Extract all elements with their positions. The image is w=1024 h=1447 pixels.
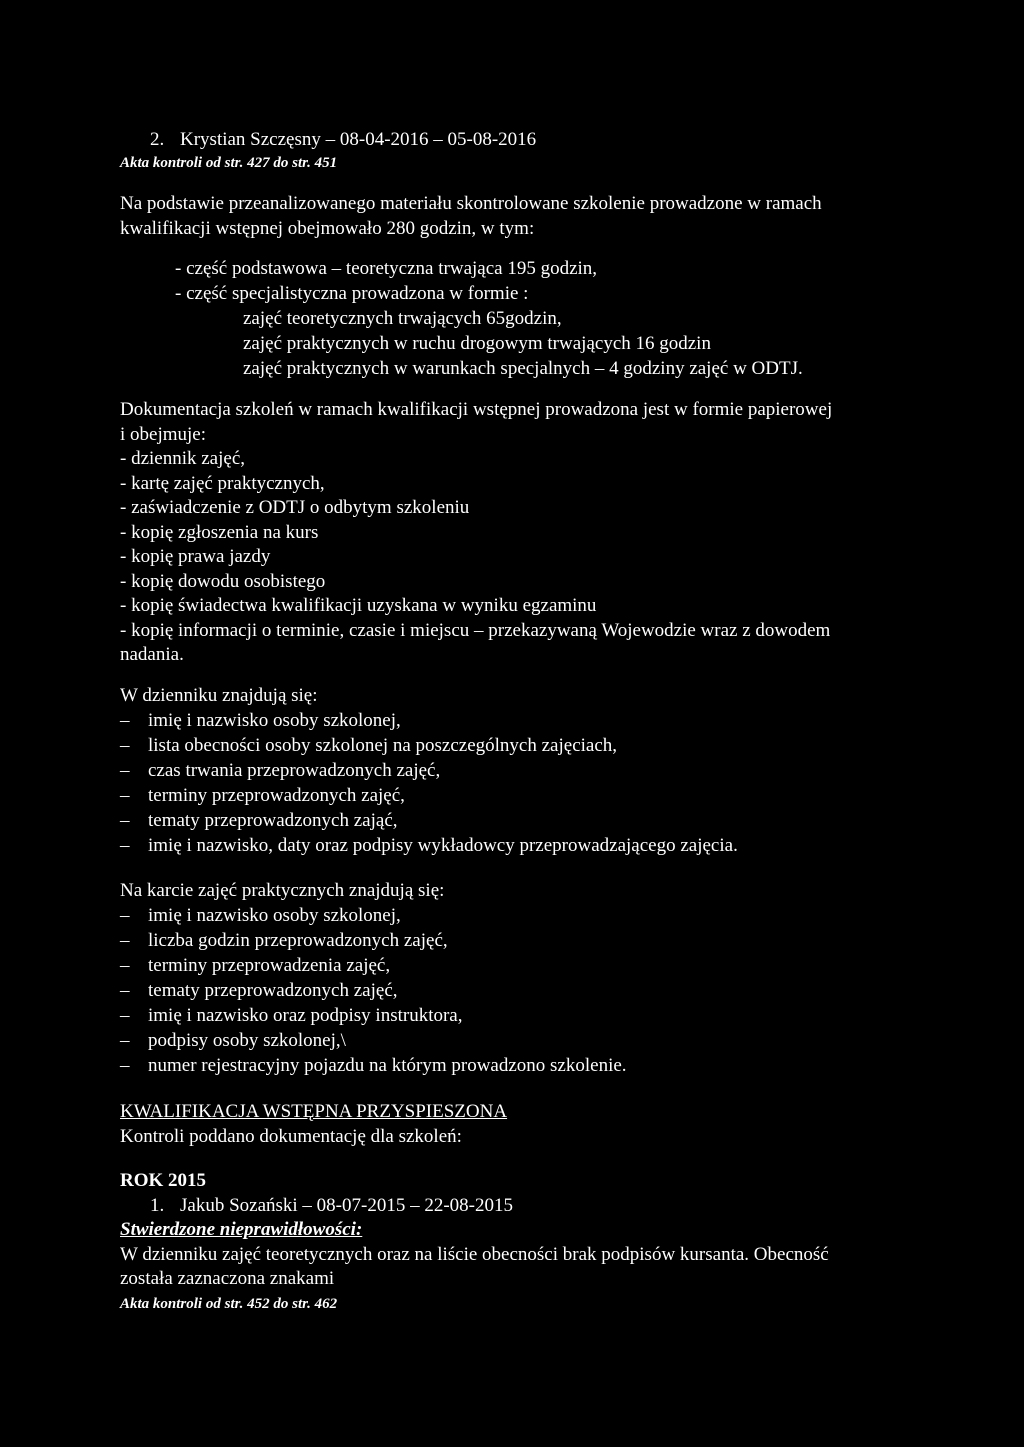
- year-heading: ROK 2015: [120, 1170, 207, 1191]
- list-item: - kartę zajęć praktycznych,: [120, 473, 325, 494]
- list-item: - kopię prawa jazdy: [120, 546, 271, 567]
- list-item: - zaświadczenie z ODTJ o odbytym szkoleniu: [120, 497, 470, 518]
- list-item: [120, 1005, 463, 1027]
- list-item: - część specjalistyczna prowadzona w formie :: [175, 283, 529, 304]
- reference-note: Akta kontroli od str. 452 do str. 462: [120, 1296, 338, 1312]
- list-item-text: numer rejestracyjny pojazdu na którym prowadzono szkolenie.: [148, 1055, 627, 1076]
- section-heading: Krystian Szczęsny – 08-04-2016 – 05-08-2016: [180, 129, 537, 150]
- section-title: KWALIFIKACJA WSTĘPNA PRZYSPIESZONA: [120, 1101, 508, 1122]
- list-item: - kopię informacji o terminie, czasie i miejscu – przekazywaną Wojewodzie wraz z dowodem: [120, 620, 831, 641]
- list-item: - kopię świadectwa kwalifikacji uzyskana w wyniku egzaminu: [120, 595, 597, 616]
- dash-bullet: –: [120, 1030, 130, 1051]
- findings-title: Stwierdzone nieprawidłowości:: [120, 1219, 363, 1240]
- list-item: [120, 905, 401, 927]
- dash-bullet: –: [120, 785, 130, 806]
- list-item-text: imię i nazwisko osoby szkolonej,: [148, 710, 401, 731]
- dash-bullet: –: [120, 930, 130, 951]
- list-item-text: podpisy osoby szkolonej,\: [148, 1030, 346, 1051]
- list-item-text: lista obecności osoby szkolonej na poszczególnych zajęciach,: [148, 735, 618, 756]
- list-item-text: liczba godzin przeprowadzonych zajęć,: [148, 930, 448, 951]
- reference-note: Akta kontroli od str. 427 do str. 451: [120, 155, 338, 171]
- paragraph-line: Na karcie zajęć praktycznych znajdują się:: [120, 880, 445, 901]
- dash-bullet: –: [120, 760, 130, 781]
- dash-bullet: –: [120, 710, 130, 731]
- paragraph-line: Dokumentacja szkoleń w ramach kwalifikacji wstępnej prowadzona jest w formie papierowej: [120, 399, 833, 420]
- list-item: - część podstawowa – teoretyczna trwająca 195 godzin,: [175, 258, 598, 279]
- paragraph-line: Kontroli poddano dokumentację dla szkoleń:: [120, 1126, 462, 1147]
- list-item-text: terminy przeprowadzonych zajęć,: [148, 785, 405, 806]
- section-number: 2.: [150, 129, 165, 150]
- sub-list-item: zajęć teoretycznych trwających 65godzin,: [243, 308, 562, 329]
- list-item: [120, 710, 401, 732]
- paragraph-line: Na podstawie przeanalizowanego materiału skontrolowane szkolenie prowadzone w ramach: [120, 193, 822, 214]
- list-item-text: imię i nazwisko, daty oraz podpisy wykładowcy przeprowadzającego zajęcia.: [148, 835, 738, 856]
- list-item: [120, 1055, 627, 1077]
- dash-bullet: –: [120, 1055, 130, 1076]
- paragraph-line: W dzienniku zajęć teoretycznych oraz na liście obecności brak podpisów kursanta. Obecność: [120, 1244, 829, 1265]
- paragraph-line: i obejmuje:: [120, 424, 207, 445]
- item-number: 1.: [150, 1195, 165, 1216]
- dash-bullet: –: [120, 835, 130, 856]
- list-item: [120, 785, 405, 807]
- list-item: [120, 760, 440, 782]
- dash-bullet: –: [120, 955, 130, 976]
- dash-bullet: –: [120, 980, 130, 1001]
- sub-list-item: zajęć praktycznych w ruchu drogowym trwających 16 godzin: [243, 333, 711, 354]
- list-item-text: imię i nazwisko osoby szkolonej,: [148, 905, 401, 926]
- list-item: [120, 810, 398, 832]
- list-item: nadania.: [120, 644, 184, 665]
- paragraph-line: została zaznaczona znakami: [120, 1268, 335, 1289]
- dash-bullet: –: [120, 810, 130, 831]
- list-item: [120, 980, 398, 1002]
- sub-list-item: zajęć praktycznych w warunkach specjalnych – 4 godziny zajęć w ODTJ.: [243, 358, 803, 379]
- list-item: - kopię zgłoszenia na kurs: [120, 522, 319, 543]
- list-item: [120, 1030, 346, 1052]
- list-item: [120, 930, 448, 952]
- paragraph-line: W dzienniku znajdują się:: [120, 685, 318, 706]
- list-item: [120, 955, 390, 977]
- list-item: [120, 835, 738, 857]
- list-item-text: imię i nazwisko oraz podpisy instruktora,: [148, 1005, 463, 1026]
- list-item: - kopię dowodu osobistego: [120, 571, 326, 592]
- item-heading: Jakub Sozański – 08-07-2015 – 22-08-2015: [180, 1195, 513, 1216]
- paragraph-line: kwalifikacji wstępnej obejmowało 280 godzin, w tym:: [120, 218, 535, 239]
- list-item-text: tematy przeprowadzonych zajęć,: [148, 980, 398, 1001]
- list-item-text: czas trwania przeprowadzonych zajęć,: [148, 760, 441, 781]
- dash-bullet: –: [120, 1005, 130, 1026]
- dash-bullet: –: [120, 735, 130, 756]
- dash-bullet: –: [120, 905, 130, 926]
- list-item-text: terminy przeprowadzenia zajęć,: [148, 955, 391, 976]
- list-item: - dziennik zajęć,: [120, 448, 246, 469]
- list-item-text: tematy przeprowadzonych zająć,: [148, 810, 398, 831]
- list-item: [120, 735, 617, 757]
